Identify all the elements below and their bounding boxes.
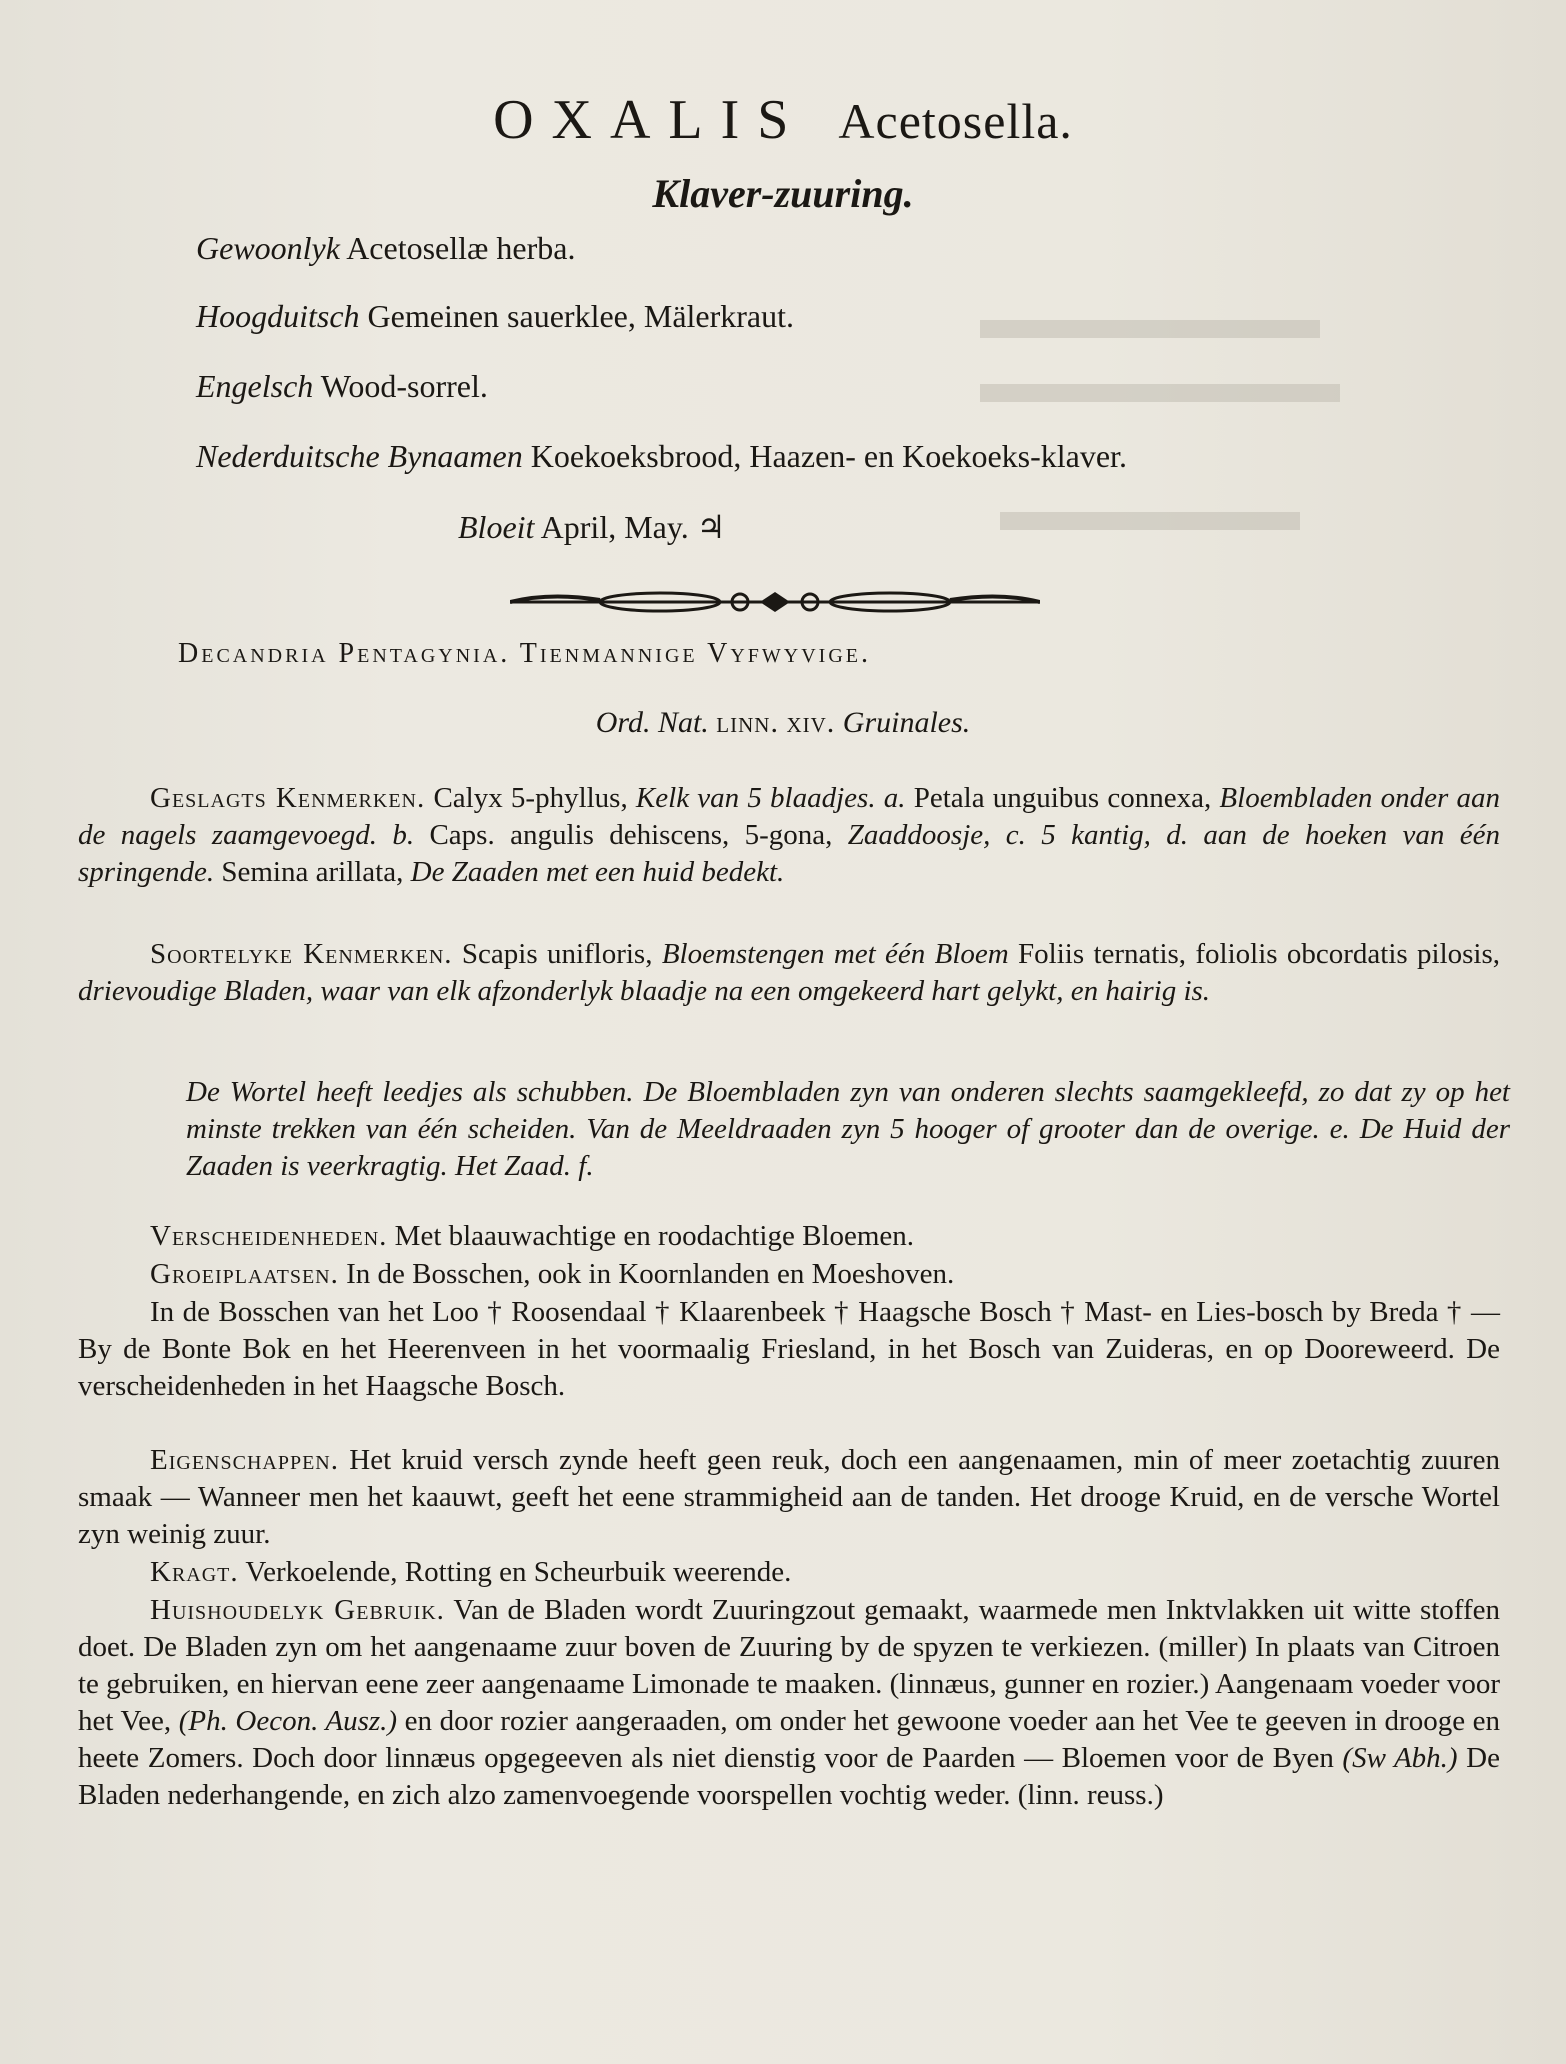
- latin-text: Scapis unifloris,: [461, 938, 653, 970]
- citation: (Sw Abh.): [1342, 1742, 1458, 1774]
- synonym-label: Nederduitsche Bynaamen: [196, 438, 523, 474]
- flowering-line: [458, 508, 725, 546]
- latin-text: Calyx 5-phyllus,: [433, 782, 628, 814]
- synonym-value: Wood-sorrel.: [320, 368, 488, 404]
- habitats: [78, 1256, 1500, 1293]
- body-text: Het kruid versch zynde heeft geen reuk, doch een aangenaamen, min of meer zoetachtig zuuren smaak — Wanneer men het kaauwt, geeft het eene strammigheid aan de tanden. Het drooge Kruid, en de versche Wortel zyn weinig zuur.: [78, 1444, 1501, 1550]
- dutch-name: Klaver-zuuring.: [652, 171, 914, 216]
- body-text: De Bladen nederhangende, en zich alzo zamenvoegende voorspellen vochtig weder. (linn. reuss.): [78, 1742, 1500, 1811]
- synonym-line: [196, 438, 1127, 475]
- species-name: Acetosella.: [838, 93, 1073, 149]
- localities: [78, 1294, 1500, 1405]
- dutch-text: Bloembladen onder aan de nagels zaamgevoegd. b.: [78, 782, 1500, 851]
- synonym-value: Acetosellæ herba.: [346, 230, 576, 266]
- dutch-text: De Zaaden met een huid bedekt.: [410, 856, 785, 888]
- virtues: [78, 1554, 1500, 1591]
- synonym-label: Gewoonlyk: [196, 230, 340, 266]
- body-text: Met blaauwachtige en roodachtige Bloemen.: [394, 1220, 915, 1252]
- description-note: De Wortel heeft leedjes als schubben. De Bloembladen zyn van onderen slechts saamgekleefd, zo dat zy op het minste trekken van één scheiden. Van de Meeldraaden zyn 5 hooger of grooter dan de overige. e. De Huid der Zaaden is veerkragtig. Het Zaad. f.: [186, 1076, 1510, 1182]
- order-prefix: Ord. Nat.: [595, 706, 709, 739]
- body-text: en door rozier aangeraaden, om onder het gewoone voeder aan het Vee te geeven in drooge en heete Zomers. Doch door linnæus opgegeeven als niet dienstig voor de Paarden — Bloemen voor de Byen: [78, 1705, 1501, 1774]
- section-heading: Soortelyke Kenmerken.: [150, 938, 453, 970]
- varieties: [78, 1218, 1500, 1255]
- show-through-decoration: [1000, 512, 1300, 530]
- synonym-label: Engelsch: [196, 368, 314, 404]
- dutch-text: Bloemstengen met één Bloem: [661, 938, 1009, 970]
- latin-text: Caps. angulis dehiscens, 5-gona,: [429, 819, 833, 851]
- flowering-label: Bloeit: [458, 509, 535, 545]
- dutch-text: Zaaddoosje, c. 5 kantig, d. aan de hoeken van één springende.: [78, 819, 1501, 888]
- species-characters: [78, 936, 1500, 1010]
- household-use: [78, 1592, 1500, 1814]
- dutch-text: drievoudige Bladen, waar van elk afzonderlyk blaadje na een omgekeerd hart gelykt, en hairig is.: [78, 975, 1211, 1007]
- order-linn: linn.: [716, 706, 779, 739]
- show-through-decoration: [980, 384, 1340, 402]
- body-text: Van de Bladen wordt Zuuringzout gemaakt, waarmede men Inktvlakken uit witte stoffen doet. De Bladen zyn om het aangenaame zuur boven de Zuuring by de spyzen te verkiezen. (miller) In plaats van Citroen te gebruiken, en hiervan eene zeer aangenaame Limonade te maaken. (linnæus, gunner en rozier.) Aangenaam voeder voor het Vee,: [78, 1594, 1500, 1737]
- section-heading: Kragt.: [150, 1556, 239, 1588]
- order-number: xiv.: [786, 706, 836, 739]
- synonym-line: [196, 298, 794, 335]
- body-text: In de Bosschen, ook in Koornlanden en Moeshoven.: [346, 1258, 955, 1290]
- page-title: [0, 88, 1566, 152]
- body-text: Verkoelende, Rotting en Scheurbuik weerende.: [245, 1556, 792, 1588]
- genus-characters: [78, 780, 1500, 891]
- flowering-value: April, May. ♃: [540, 509, 726, 545]
- order-name: Gruinales.: [842, 706, 971, 739]
- citation: (Ph. Oecon. Ausz.): [178, 1705, 398, 1737]
- latin-text: Petala unguibus connexa,: [913, 782, 1212, 814]
- synonym-line: [196, 368, 488, 405]
- section-heading: Verscheidenheden.: [150, 1220, 388, 1252]
- dutch-text: Kelk van 5 blaadjes. a.: [635, 782, 906, 814]
- section-heading: Geslagts Kenmerken.: [150, 782, 426, 814]
- properties: [78, 1442, 1500, 1553]
- latin-text: Semina arillata,: [221, 856, 404, 888]
- synonym-line: [196, 230, 575, 267]
- genus-name: OXALIS: [493, 89, 807, 151]
- latin-text: Foliis ternatis, foliolis obcordatis pilosis,: [1018, 938, 1501, 970]
- section-heading: Groeiplaatsen.: [150, 1258, 339, 1290]
- show-through-decoration: [980, 320, 1320, 338]
- ornament-divider: [510, 578, 1040, 626]
- section-heading: Eigenschappen.: [150, 1444, 339, 1476]
- synonym-value: Gemeinen sauerklee, Mälerkraut.: [367, 298, 795, 334]
- body-text: In de Bosschen van het Loo † Roosendaal † Klaarenbeek † Haagsche Bosch † Mast- en Lies-bosch by Breda † — By de Bonte Bok en het Heerenveen in het voormaalig Friesland, in het Bosch van Zuideras, en op Dooreweerd. De verscheidenheden in het Haagsche Bosch.: [78, 1296, 1500, 1402]
- natural-order: [0, 706, 1566, 740]
- synonym-value: Koekoeksbrood, Haazen- en Koekoeks-klaver.: [530, 438, 1127, 474]
- linnaean-class: Decandria Pentagynia. Tienmannige Vyfwyvige.: [178, 638, 871, 669]
- synonym-label: Hoogduitsch: [196, 298, 360, 334]
- section-heading: Huishoudelyk Gebruik.: [150, 1594, 445, 1626]
